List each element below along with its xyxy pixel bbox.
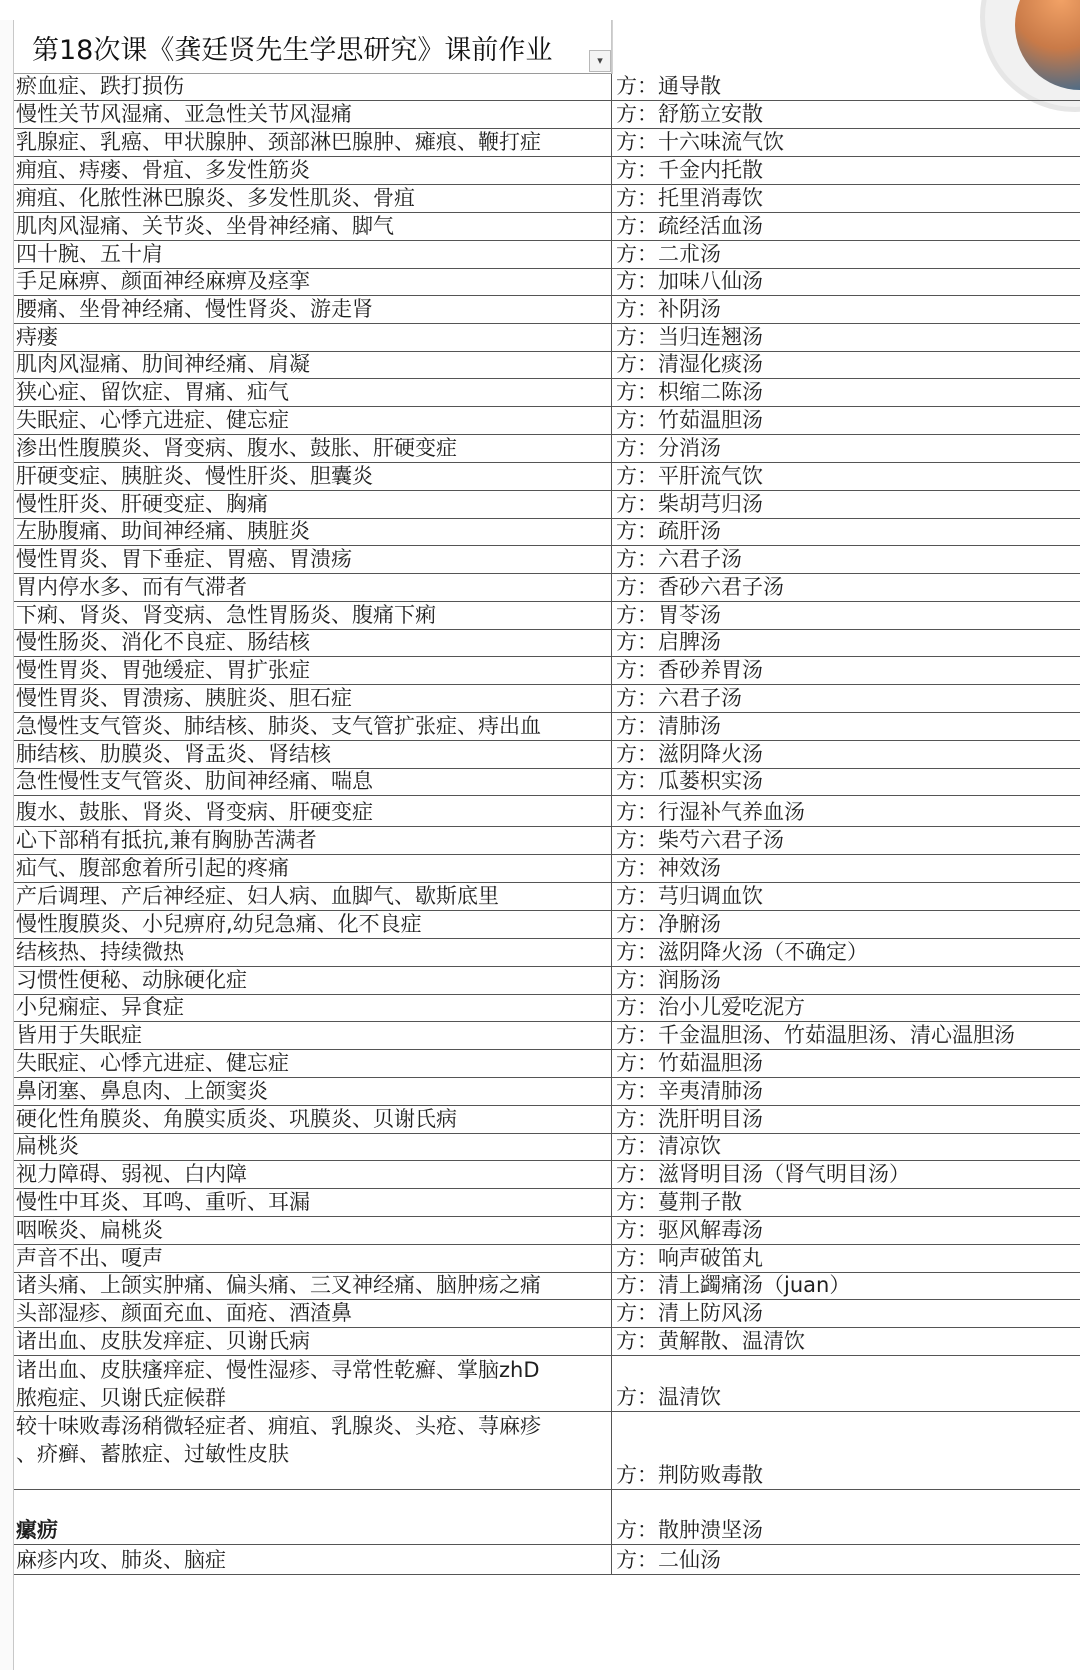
disease-cell[interactable]: 腹水、鼓胀、肾炎、肾变病、肝硬变症	[14, 796, 612, 826]
prescription-cell[interactable]: 方：六君子汤	[616, 547, 742, 571]
prescription-cell[interactable]: 方：温清饮	[616, 1385, 721, 1409]
prescription-cell[interactable]: 方：疏肝汤	[616, 519, 721, 543]
table-row	[14, 713, 1080, 741]
prescription-cell[interactable]: 方：加味八仙汤	[616, 269, 763, 293]
prescription-cell[interactable]: 方：香砂六君子汤	[616, 575, 784, 599]
prescription-cell[interactable]: 方：补阴汤	[616, 297, 721, 321]
disease-cell[interactable]: 痔瘘	[14, 324, 612, 351]
table-row	[14, 1050, 1080, 1078]
disease-cell[interactable]: 急慢性支气管炎、肺结核、肺炎、支气管扩张症、痔出血	[14, 713, 612, 740]
disease-cell[interactable]: 肌肉风湿痛、肋间神经痛、肩凝	[14, 352, 612, 378]
prescription-cell[interactable]: 方：疏经活血汤	[616, 214, 763, 238]
disease-cell[interactable]: 咽喉炎、扁桃炎	[14, 1217, 612, 1244]
disease-cell[interactable]: 瘀血症、跌打损伤	[14, 74, 612, 100]
disease-cell[interactable]: 较十味败毒汤稍微轻症者、痈疽、乳腺炎、头疮、荨麻疹 、疥癣、蓄脓症、过敏性皮肤	[14, 1412, 612, 1489]
disease-cell[interactable]: 疝气、腹部愈着所引起的疼痛	[14, 855, 612, 882]
table-row	[14, 657, 1080, 685]
column-divider	[612, 20, 613, 74]
disease-cell[interactable]: 硬化性角膜炎、角膜实质炎、巩膜炎、贝谢氏病	[14, 1106, 612, 1133]
disease-cell[interactable]: 下痢、肾炎、肾变病、急性胃肠炎、腹痛下痢	[14, 602, 612, 629]
disease-cell[interactable]: 诸头痛、上颌实肿痛、偏头痛、三叉神经痛、脑肿疡之痛	[14, 1273, 612, 1299]
table-row	[14, 1545, 1080, 1575]
table-row	[14, 1328, 1080, 1356]
prescription-cell[interactable]: 方：六君子汤	[616, 686, 742, 710]
disease-cell[interactable]: 扁桃炎	[14, 1134, 612, 1160]
table-row	[14, 463, 1080, 491]
table-row	[14, 296, 1080, 324]
table-row	[14, 796, 1080, 827]
prescription-cell[interactable]: 方：滋阴降火汤	[616, 742, 763, 766]
table-row	[14, 1412, 1080, 1490]
prescription-cell[interactable]: 方：平肝流气饮	[616, 464, 763, 488]
prescription-cell[interactable]: 方：柴芍六君子汤	[616, 828, 784, 852]
prescription-cell[interactable]: 方：行湿补气养血汤	[616, 800, 805, 824]
table-row	[14, 1273, 1080, 1300]
table-row	[14, 967, 1080, 995]
prescription-cell[interactable]: 方：神效汤	[616, 856, 721, 880]
prescription-cell[interactable]: 方：当归连翘汤	[616, 325, 763, 349]
prescription-cell[interactable]: 方：蔓荆子散	[616, 1190, 742, 1214]
table-row	[14, 1490, 1080, 1545]
prescription-cell[interactable]: 方：二朮汤	[616, 242, 721, 266]
prescription-cell[interactable]: 方：千金内托散	[616, 158, 763, 182]
table-row	[14, 769, 1080, 796]
disease-cell[interactable]: 皆用于失眠症	[14, 1022, 612, 1049]
disease-cell[interactable]: 失眠症、心悸亢进症、健忘症	[14, 1050, 612, 1077]
table-row	[14, 1022, 1080, 1050]
table-row	[14, 519, 1080, 546]
table-row	[14, 995, 1080, 1022]
disease-cell[interactable]: 心下部稍有抵抗,兼有胸胁苦满者	[14, 827, 612, 854]
table-row	[14, 1356, 1080, 1412]
table-row	[14, 1161, 1080, 1189]
disease-cell[interactable]: 慢性胃炎、胃下垂症、胃癌、胃溃疡	[14, 546, 612, 573]
disease-cell[interactable]: 诸出血、皮肤发痒症、贝谢氏病	[14, 1328, 612, 1355]
prescription-cell[interactable]: 方：胃苓汤	[616, 603, 721, 627]
table-row	[14, 741, 1080, 769]
prescription-cell[interactable]: 方：辛夷清肺汤	[616, 1079, 763, 1103]
table-row	[14, 435, 1080, 463]
disease-cell[interactable]: 结核热、持续微热	[14, 939, 612, 966]
disease-cell[interactable]: 腰痛、坐骨神经痛、慢性肾炎、游走肾	[14, 296, 612, 323]
prescription-cell[interactable]: 方：瓜蒌枳实汤	[616, 769, 763, 793]
prescription-cell[interactable]: 方：托里消毒饮	[616, 186, 763, 210]
disease-cell[interactable]: 痈疽、化脓性淋巴腺炎、多发性肌炎、骨疽	[14, 185, 612, 212]
prescription-cell[interactable]: 方：清上防风汤	[616, 1301, 763, 1325]
disease-cell[interactable]: 慢性胃炎、胃溃疡、胰脏炎、胆石症	[14, 685, 612, 712]
disease-cell[interactable]: 慢性关节风湿痛、亚急性关节风湿痛	[14, 101, 612, 128]
disease-cell[interactable]: 慢性肠炎、消化不良症、肠结核	[14, 630, 612, 656]
prescription-cell[interactable]: 方：芎归调血饮	[616, 884, 763, 908]
disease-cell[interactable]: 鼻闭塞、鼻息肉、上颌窦炎	[14, 1078, 612, 1105]
prescription-cell[interactable]: 方：清凉饮	[616, 1134, 721, 1158]
prescription-cell[interactable]: 方：启脾汤	[616, 630, 721, 654]
prescription-cell[interactable]: 方：清上蠲痛汤（juan）	[616, 1273, 851, 1297]
disease-cell[interactable]: 渗出性腹膜炎、肾变病、腹水、鼓胀、肝硬变症	[14, 435, 612, 462]
disease-cell[interactable]: 四十腕、五十肩	[14, 241, 612, 268]
table-row	[14, 157, 1080, 185]
disease-cell[interactable]: 诸出血、皮肤瘙痒症、慢性湿疹、寻常性乾癬、掌脑zhD 脓疱症、贝谢氏症候群	[14, 1356, 612, 1411]
prescription-cell[interactable]: 方：分消汤	[616, 436, 721, 460]
disease-cell[interactable]: 声音不出、嗄声	[14, 1245, 612, 1272]
table-row	[14, 1078, 1080, 1106]
disease-cell[interactable]: 左胁腹痛、助间神经痛、胰脏炎	[14, 519, 612, 545]
table-row	[14, 685, 1080, 713]
disease-cell[interactable]: 胃内停水多、而有气滞者	[14, 574, 612, 601]
prescription-cell[interactable]: 方：滋肾明目汤（肾气明目汤）	[616, 1162, 910, 1186]
table-row	[14, 407, 1080, 435]
table-row	[14, 1106, 1080, 1134]
prescription-cell[interactable]: 方：竹茹温胆汤	[616, 1051, 763, 1075]
disease-cell[interactable]: 狭心症、留饮症、胃痛、疝气	[14, 379, 612, 406]
disease-cell[interactable]: 慢性中耳炎、耳鸣、重听、耳漏	[14, 1189, 612, 1216]
disease-cell[interactable]: 头部湿疹、颜面充血、面疮、酒渣鼻	[14, 1300, 612, 1327]
disease-cell[interactable]: 慢性腹膜炎、小兒痹府,幼兒急痛、化不良症	[14, 911, 612, 938]
prescription-cell[interactable]: 方：黄解散、温清饮	[616, 1329, 805, 1353]
prescription-cell[interactable]: 方：治小儿爱吃泥方	[616, 995, 805, 1019]
table-row	[14, 241, 1080, 269]
table-row	[14, 855, 1080, 883]
table-row	[14, 491, 1080, 519]
prescription-cell[interactable]: 方：荆防败毒散	[616, 1463, 763, 1487]
prescription-cell[interactable]: 方：十六味流气饮	[616, 130, 784, 154]
table-row	[14, 827, 1080, 855]
prescription-cell[interactable]: 方：千金温胆汤、竹茹温胆汤、清心温胆汤	[616, 1023, 1015, 1047]
prescription-cell[interactable]: 方：散肿溃坚汤	[616, 1518, 763, 1542]
disease-cell[interactable]: 视力障碍、弱视、白内障	[14, 1161, 612, 1188]
disease-cell[interactable]: 麻疹内攻、肺炎、脑症	[14, 1545, 612, 1574]
chevron-down-icon: ▾	[597, 54, 603, 67]
table-body	[14, 74, 1080, 1575]
table-row	[14, 74, 1080, 101]
disease-cell[interactable]: 小兒痫症、异食症	[14, 995, 612, 1021]
prescription-cell[interactable]: 方：净腑汤	[616, 912, 721, 936]
prescription-cell[interactable]: 方：舒筋立安散	[616, 102, 763, 126]
prescription-cell[interactable]: 方：香砂养胃汤	[616, 658, 763, 682]
page-title: 第18次课《龚廷贤先生学思研究》课前作业	[32, 35, 553, 66]
prescription-cell[interactable]: 方：二仙汤	[616, 1548, 721, 1572]
table-row	[14, 352, 1080, 379]
prescription-cell[interactable]: 方：通导散	[616, 74, 721, 98]
prescription-cell[interactable]: 方：竹茹温胆汤	[616, 408, 763, 432]
table-row	[14, 630, 1080, 657]
disease-cell[interactable]: 肺结核、肋膜炎、肾盂炎、肾结核	[14, 741, 612, 768]
prescription-cell[interactable]: 方：润肠汤	[616, 968, 721, 992]
prescription-cell[interactable]: 方：驱风解毒汤	[616, 1218, 763, 1242]
prescription-cell[interactable]: 方：清湿化痰汤	[616, 352, 763, 376]
table-row	[14, 1245, 1080, 1273]
disease-cell[interactable]: 慢性肝炎、肝硬变症、胸痛	[14, 491, 612, 518]
prescription-cell[interactable]: 方：滋阴降火汤（不确定）	[616, 940, 868, 964]
table-row	[14, 324, 1080, 352]
disease-cell[interactable]: 肝硬变症、胰脏炎、慢性肝炎、胆囊炎	[14, 463, 612, 490]
table-row	[14, 1217, 1080, 1245]
table-row	[14, 379, 1080, 407]
table-row	[14, 883, 1080, 911]
table-row	[14, 602, 1080, 630]
table-row	[14, 1300, 1080, 1328]
disease-cell[interactable]: 瘰疬	[14, 1490, 612, 1544]
disease-cell[interactable]: 乳腺症、乳癌、甲状腺肿、颈部淋巴腺肿、瘫痕、鞭打症	[14, 129, 612, 156]
disease-cell[interactable]: 肌肉风湿痛、关节炎、坐骨神经痛、脚气	[14, 213, 612, 240]
table-row	[14, 129, 1080, 157]
table-row	[14, 185, 1080, 213]
table-row	[14, 1189, 1080, 1217]
header-cell[interactable]	[14, 20, 612, 74]
filter-dropdown-button[interactable]	[589, 50, 611, 72]
table-row	[14, 911, 1080, 939]
disease-cell[interactable]: 痈疽、痔瘘、骨疽、多发性筋炎	[14, 157, 612, 184]
prescription-cell[interactable]: 方：响声破笛丸	[616, 1246, 763, 1270]
table-row	[14, 546, 1080, 574]
table-row	[14, 269, 1080, 296]
prescription-cell[interactable]: 方：洗肝明目汤	[616, 1107, 763, 1131]
disease-cell[interactable]: 手足麻痹、颜面神经麻痹及痉挛	[14, 269, 612, 295]
disease-cell[interactable]: 慢性胃炎、胃弛缓症、胃扩张症	[14, 657, 612, 684]
table-row	[14, 574, 1080, 602]
row-header-gutter	[0, 20, 14, 1670]
disease-cell[interactable]: 产后调理、产后神经症、妇人病、血脚气、歇斯底里	[14, 883, 612, 910]
prescription-cell[interactable]: 方：枳缩二陈汤	[616, 380, 763, 404]
table-row	[14, 101, 1080, 129]
disease-cell[interactable]: 习惯性便秘、动脉硬化症	[14, 967, 612, 994]
prescription-cell[interactable]: 方：清肺汤	[616, 714, 721, 738]
prescription-cell[interactable]: 方：柴胡芎归汤	[616, 492, 763, 516]
table-row	[14, 213, 1080, 241]
disease-cell[interactable]: 失眠症、心悸亢进症、健忘症	[14, 407, 612, 434]
table-row	[14, 939, 1080, 967]
table-row	[14, 1134, 1080, 1161]
disease-cell[interactable]: 急性慢性支气管炎、肋间神经痛、喘息	[14, 769, 612, 795]
